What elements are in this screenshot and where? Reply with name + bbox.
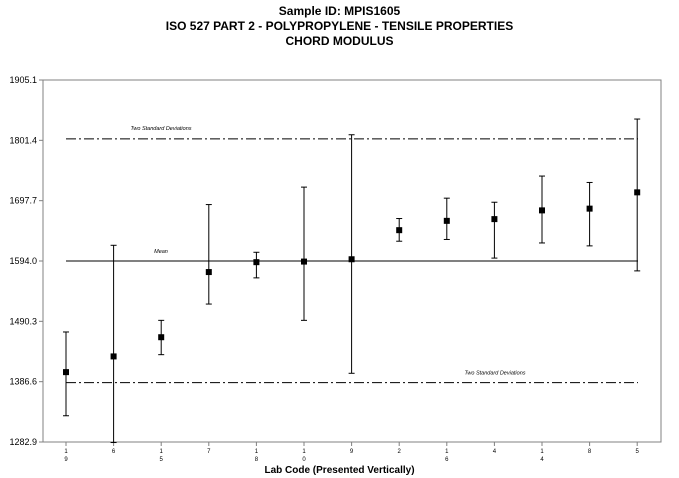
lower-2sd-label: Two Standard Deviations [464, 370, 526, 377]
x-tick-label: 4 [540, 457, 544, 463]
data-point [253, 259, 259, 265]
x-tick-label: 5 [159, 457, 163, 463]
y-tick-label: 1697.7 [9, 195, 37, 206]
x-tick-label: 2 [397, 449, 401, 455]
x-axis-label: Lab Code (Presented Vertically) [264, 465, 415, 476]
x-tick-label: 6 [111, 449, 116, 455]
data-point [444, 218, 450, 224]
x-tick-label: 7 [207, 449, 211, 455]
x-tick-label: 1 [64, 449, 68, 455]
x-tick-label: 4 [492, 449, 497, 455]
x-tick-label: 5 [635, 449, 639, 455]
x-tick-label: 9 [349, 449, 354, 455]
upper-2sd-label: Two Standard Deviations [130, 125, 192, 132]
data-point [111, 353, 117, 359]
x-tick-label: 1 [540, 449, 544, 455]
mean-label: Mean [154, 249, 168, 255]
y-tick-label: 1905.1 [9, 75, 37, 85]
y-tick-label: 1594.0 [9, 256, 37, 266]
data-point [206, 269, 212, 275]
y-tick-label: 1490.3 [9, 316, 37, 327]
x-tick-label: 1 [254, 449, 259, 455]
data-point [634, 189, 640, 195]
data-point [63, 369, 69, 375]
data-point [158, 334, 164, 340]
y-tick-label: 1386.6 [9, 376, 37, 387]
x-tick-label: 0 [302, 457, 306, 463]
data-point [539, 207, 545, 213]
chart-title-line-2: ISO 527 PART 2 - POLYPROPYLENE - TENSILE PROPERTIES [165, 19, 514, 33]
data-point [349, 256, 355, 262]
data-point [491, 216, 497, 222]
x-tick-label: 6 [445, 457, 449, 463]
data-point [301, 259, 307, 265]
data-point [396, 227, 402, 233]
x-tick-label: 1 [445, 449, 449, 455]
chart-title-line-1: Sample ID: MPIS1605 [278, 4, 401, 18]
x-tick-label: 1 [302, 449, 306, 455]
x-tick-label: 8 [254, 457, 259, 463]
data-point [587, 206, 593, 212]
y-tick-label: 1282.9 [9, 437, 37, 447]
chart-title-line-3: CHORD MODULUS [285, 34, 394, 48]
x-tick-label: 1 [159, 449, 163, 455]
x-tick-label: 8 [587, 449, 592, 455]
y-tick-label: 1801.4 [9, 135, 37, 146]
x-tick-label: 9 [64, 457, 68, 463]
